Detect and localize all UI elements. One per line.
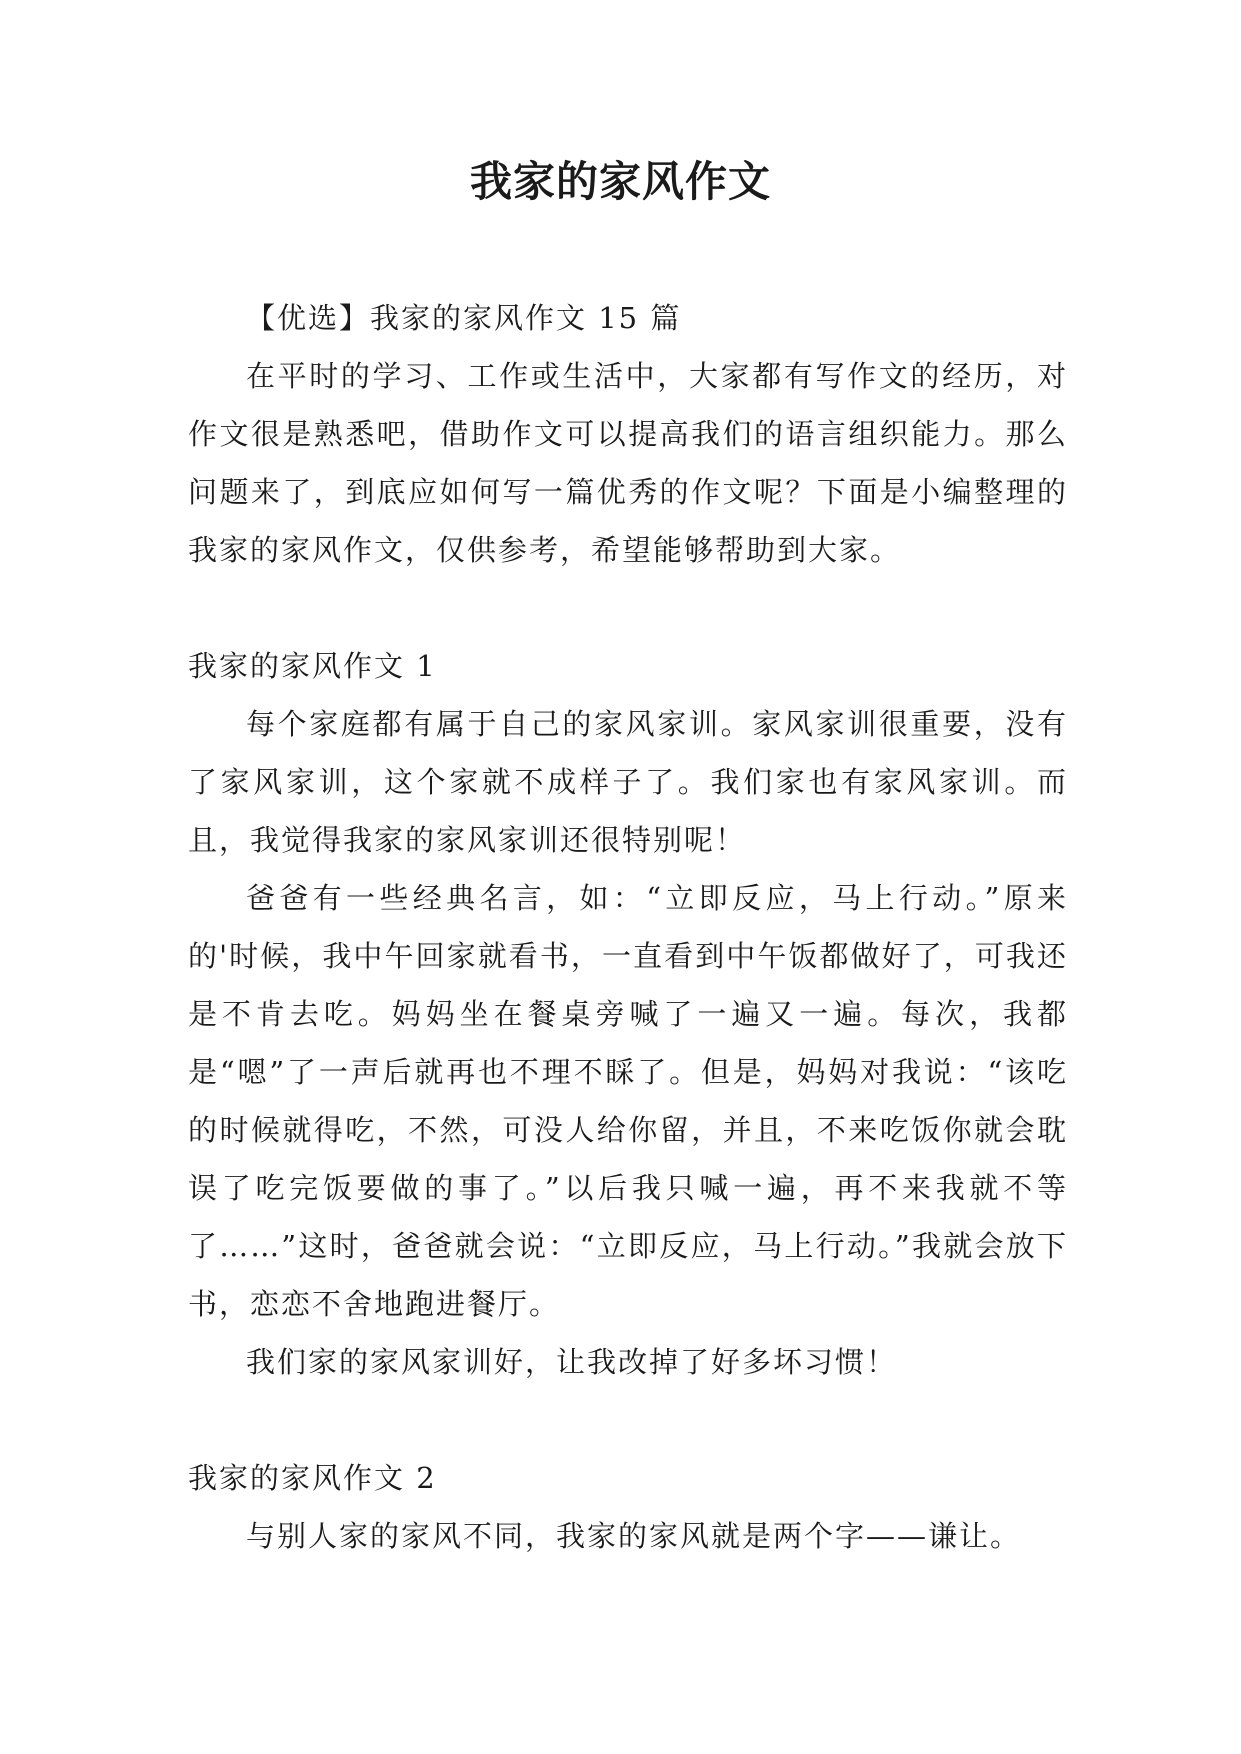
essay-1-paragraph-2: 爸爸有一些经典名言，如：“立即反应，马上行动。”原来的'时候，我中午回家就看书，一直看到中午饭都做好了，可我还是不肯去吃。妈妈坐在餐桌旁喊了一遍又一遍。每次，我都是“嗯”了一声后就再也不理不睬了。但是，妈妈对我说：“该吃的时候就得吃，不然，可没人给你留，并且，不来吃饭你就会耽误了吃完饭要做的事了。”以后我只喊一遍，再不来我就不等了……”这时，爸爸就会说：“立即反应，马上行动。”我就会放下书，恋恋不舍地跑进餐厅。: [188, 881, 1068, 1321]
subtitle: 【优选】我家的家风作文 15 篇: [246, 301, 682, 335]
section-gap: [188, 1391, 1068, 1449]
essay-2-heading: 我家的家风作文 2: [188, 1461, 437, 1495]
essay-1-paragraph-1: 每个家庭都有属于自己的家风家训。家风家训很重要，没有了家风家训，这个家就不成样子了。我们家也有家风家训。而且，我觉得我家的家风家训还很特别呢！: [188, 707, 1068, 857]
document-title: 我家的家风作文: [469, 157, 771, 206]
section-gap: [188, 579, 1068, 637]
document-body: [188, 289, 1068, 1565]
intro-paragraph: 在平时的学习、工作或生活中，大家都有写作文的经历，对作文很是熟悉吧，借助作文可以提高我们的语言组织能力。那么问题来了，到底应如何写一篇优秀的作文呢？下面是小编整理的我家的家风作文，仅供参考，希望能够帮助到大家。: [188, 359, 1068, 567]
essay-1-paragraph-3: 我们家的家风家训好，让我改掉了好多坏习惯！: [246, 1345, 898, 1379]
essay-2-paragraph-1: 与别人家的家风不同，我家的家风就是两个字——谦让。: [246, 1519, 1022, 1553]
essay-1-heading: 我家的家风作文 1: [188, 649, 437, 683]
